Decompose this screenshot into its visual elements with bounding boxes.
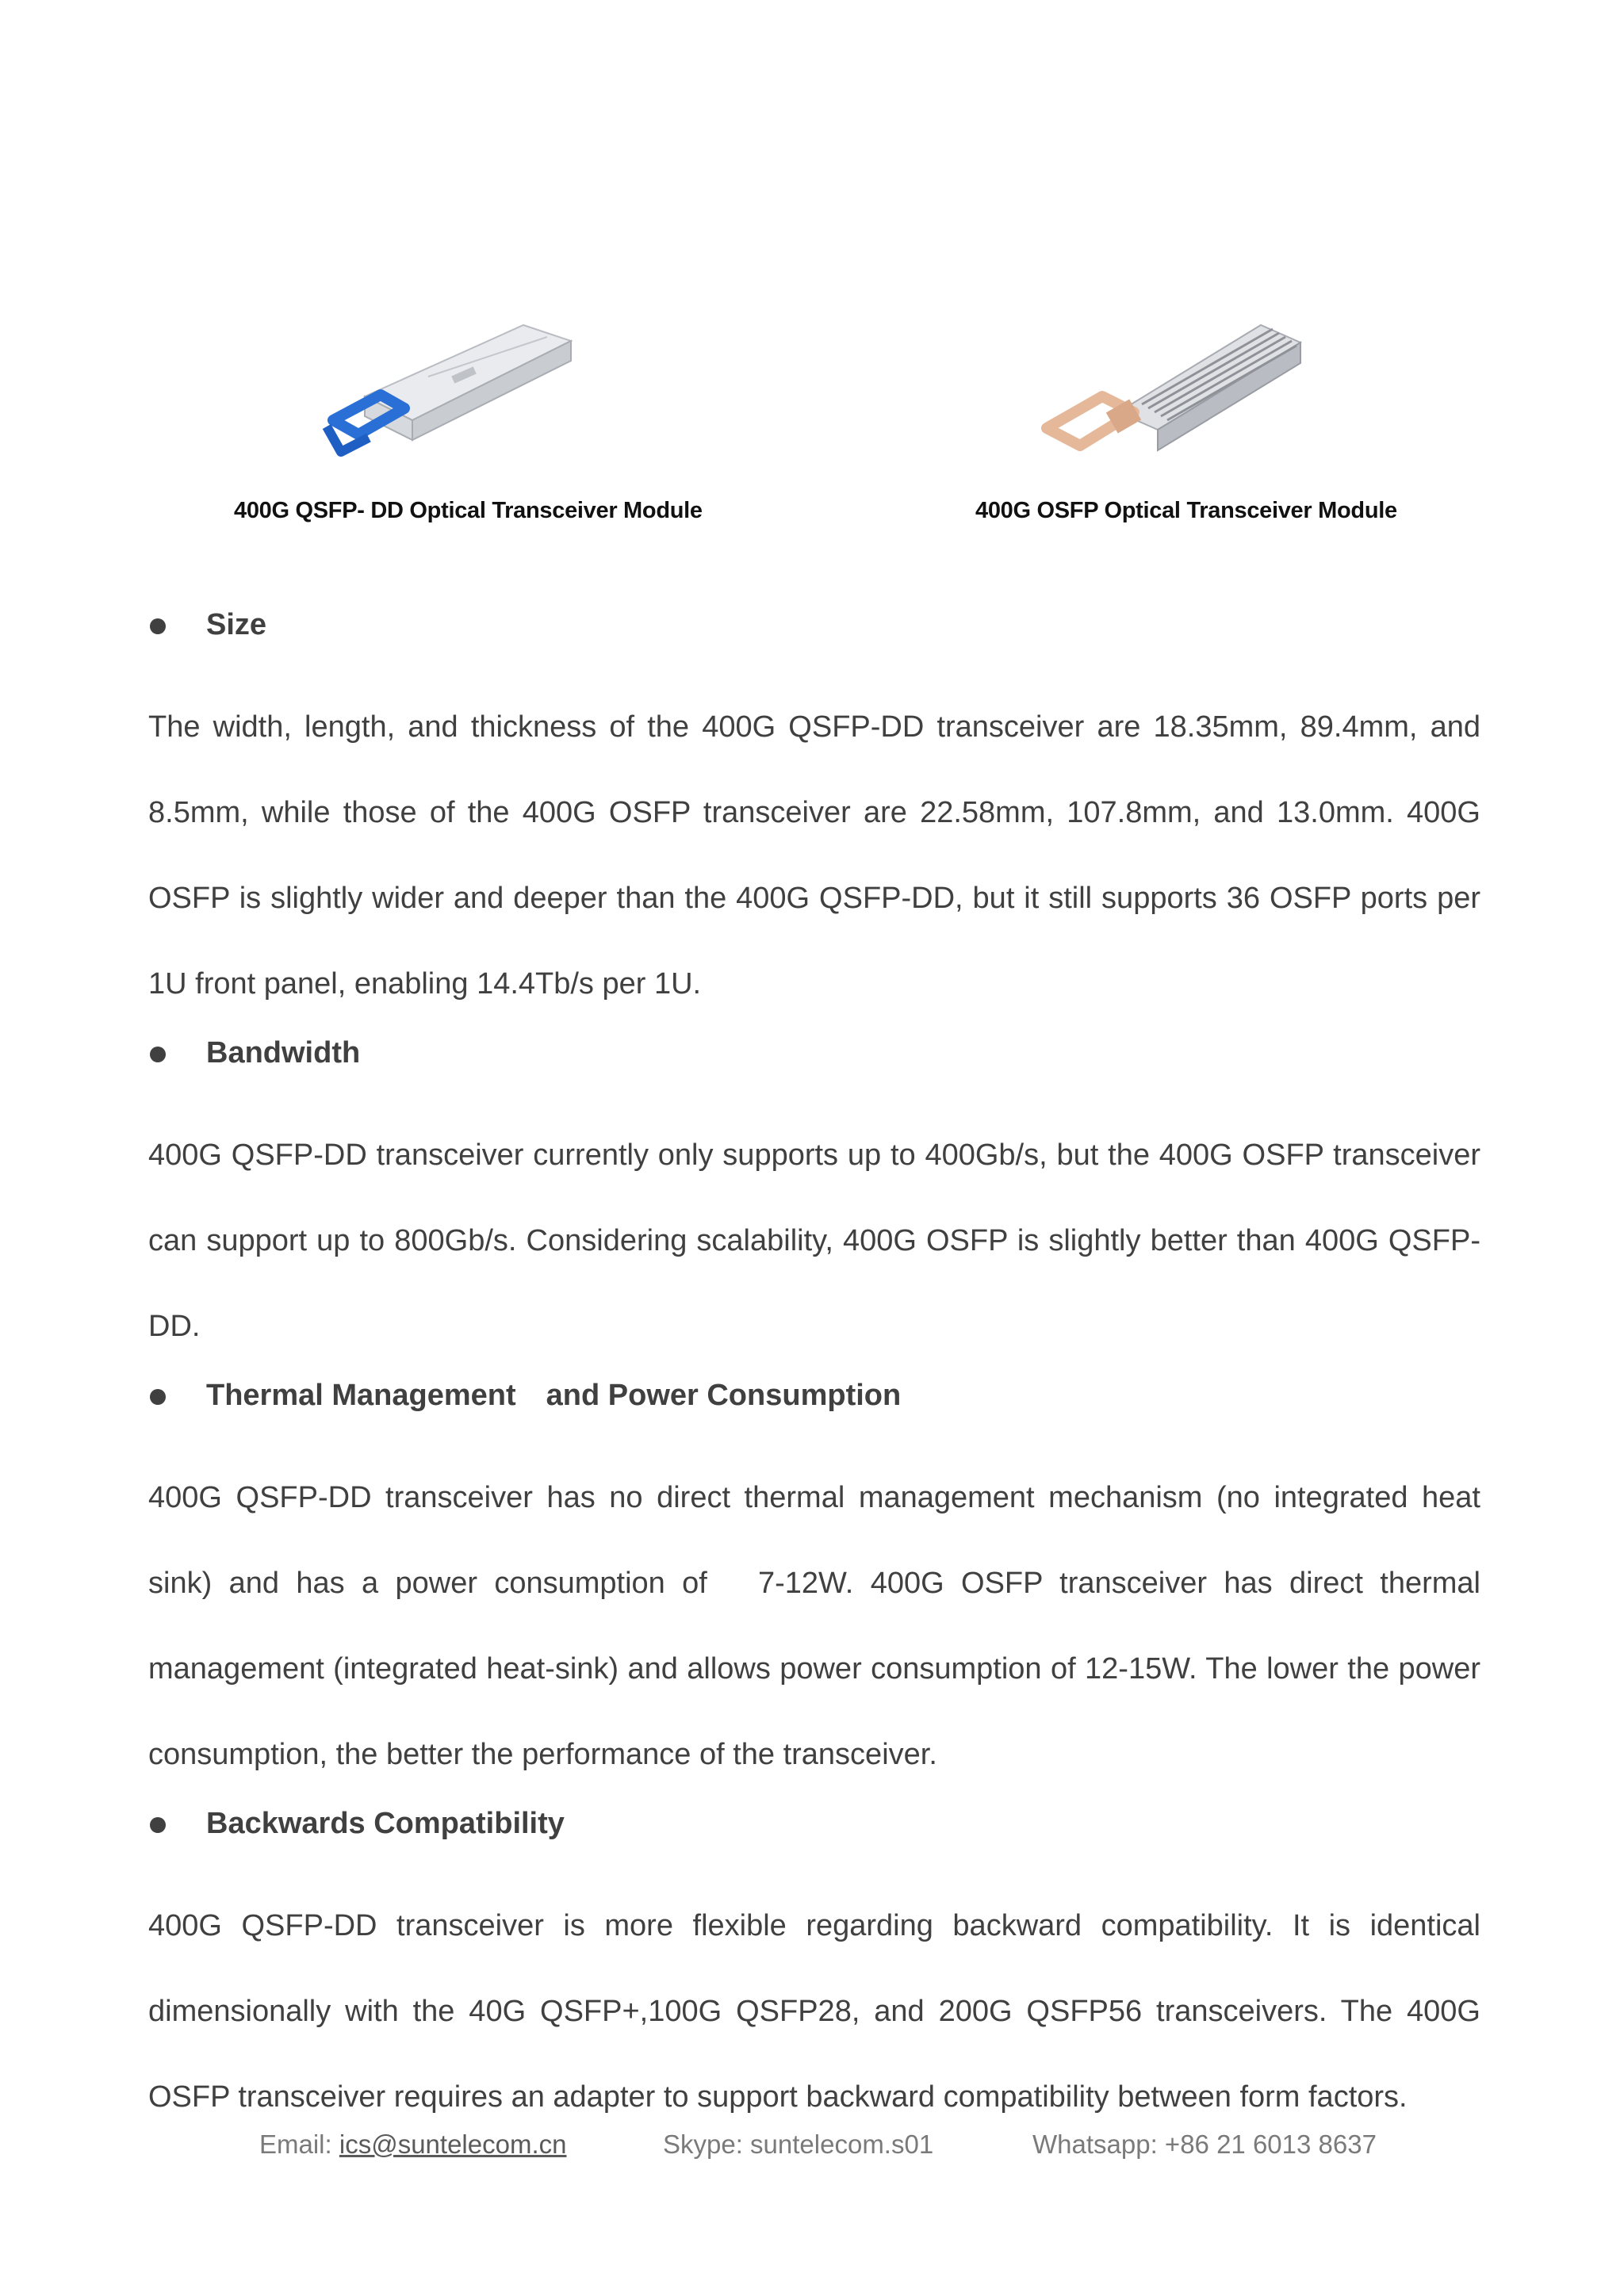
bullet-icon: [150, 1047, 166, 1062]
bullet-icon: [150, 1817, 166, 1833]
footer-skype: Skype: suntelecom.s01: [663, 2130, 934, 2159]
email-link[interactable]: ics@suntelecom.cn: [339, 2130, 567, 2159]
section-heading-text: Thermal Management and Power Consumption: [206, 1379, 902, 1412]
section-heading-compatibility: [148, 1797, 1480, 1883]
section-heading-text: Size: [206, 608, 267, 641]
section-heading-text: Backwards Compatibility: [206, 1807, 565, 1840]
section-paragraph: The width, length, and thickness of the 400G QSFP-DD transceiver are 18.35mm, 89.4mm, and 8.5mm, while those of the 400G OSFP transceiver are 22.58mm, 107.8mm, and 13.0mm. 400G OSFP is slightly wider and deeper than the 400G QSFP-DD, but it still supports 36 OSFP ports per 1U front panel, enabling 14.4Tb/s per 1U.: [148, 710, 1480, 1001]
bullet-icon: [150, 618, 166, 634]
section-paragraph: 400G QSFP-DD transceiver has no direct thermal management mechanism (no integrated heat sink) and has a power consumption of 7-12W. 400G OSFP transceiver has direct thermal management (integrated heat-sink) and allows power consumption of 12-15W. The lower the power consumption, the better the performance of the transceiver.: [148, 1481, 1480, 1771]
email-label: Email:: [259, 2130, 339, 2159]
section-heading-size: [148, 599, 1480, 684]
osfp-transceiver-image: [1023, 293, 1308, 468]
qsfp-dd-figure: [190, 301, 753, 523]
section-paragraph: 400G QSFP-DD transceiver currently only supports up to 400Gb/s, but the 400G OSFP transceiver can support up to 800Gb/s. Considering scalability, 400G OSFP is slightly better than 400G QSFP-DD.: [148, 1138, 1480, 1343]
bullet-icon: [150, 1389, 166, 1405]
article-body: [148, 599, 1480, 2140]
figure-caption: 400G QSFP- DD Optical Transceiver Module: [234, 498, 703, 523]
section-heading-text: Bandwidth: [206, 1036, 361, 1070]
figure-caption: 400G OSFP Optical Transceiver Module: [975, 498, 1397, 523]
footer-whatsapp: Whatsapp: +86 21 6013 8637: [1032, 2130, 1377, 2159]
qsfp-dd-transceiver-image: [309, 301, 595, 476]
section-heading-bandwidth: [148, 1027, 1480, 1112]
footer-email: [259, 2130, 566, 2160]
section-paragraph: 400G QSFP-DD transceiver is more flexible regarding backward compatibility. It is identical dimensionally with the 40G QSFP+,100G QSFP28, and 200G QSFP56 transceivers. The 400G OSFP transceiver requires an adapter to support backward compatibility between form factors.: [148, 1909, 1480, 2114]
osfp-figure: [912, 293, 1475, 523]
section-heading-thermal: [148, 1369, 1480, 1455]
